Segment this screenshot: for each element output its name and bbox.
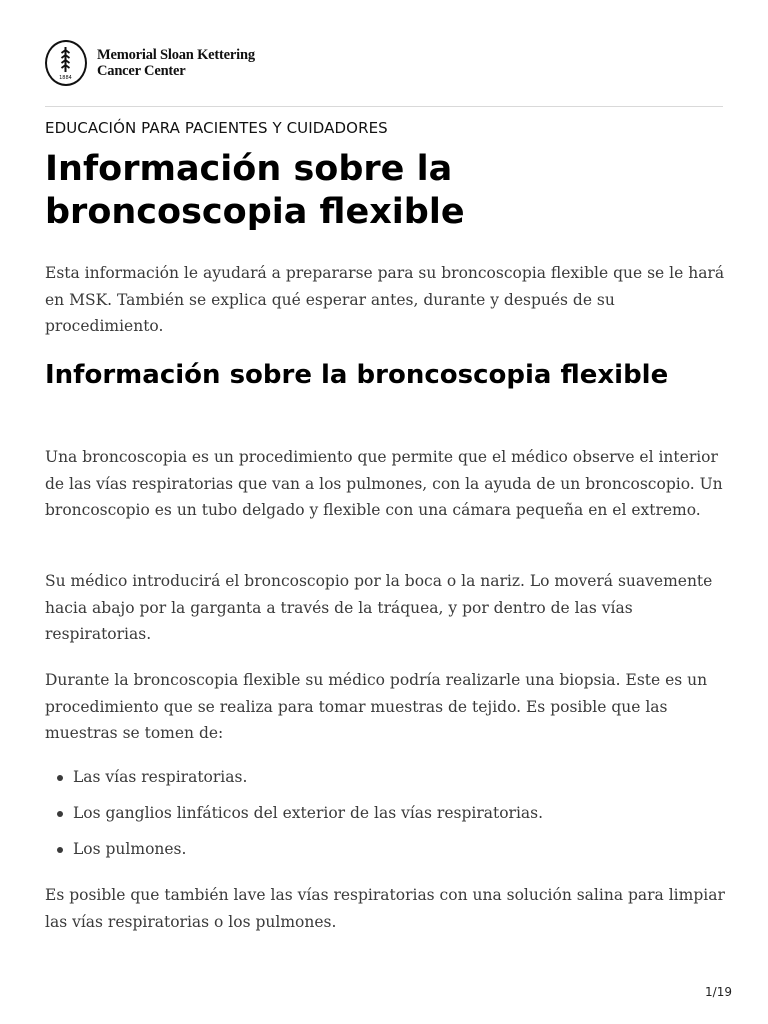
list-item-text: Los ganglios linfáticos del exterior de las vías respiratorias. [73, 804, 544, 822]
list-item-text: Las vías respiratorias. [73, 768, 248, 786]
list-item [45, 764, 725, 791]
logo-wordmark [97, 47, 255, 79]
biopsy-sites-list [45, 764, 725, 872]
intro-paragraph: Esta información le ayudará a prepararse para su broncoscopia flexible que se le hará en MSK. También se explica qué esperar antes, durante y después de su procedimiento. [45, 264, 725, 335]
list-item [45, 800, 725, 827]
logo-line-1: Memorial Sloan Kettering [97, 47, 255, 63]
list-item-text: Los pulmones. [73, 840, 187, 858]
logo-year-text: 1884 [59, 75, 72, 81]
paragraph-4: Es posible que también lave las vías respiratorias con una solución salina para limpiar las vías respiratorias o los pulmones. [45, 886, 725, 931]
bullet-icon [57, 775, 63, 781]
section-heading: Información sobre la broncoscopia flexible [45, 360, 669, 390]
paragraph-1: Una broncoscopia es un procedimiento que permite que el médico observe el interior de las vías respiratorias que van a los pulmones, con la ayuda de un broncoscopio. Un broncoscopio es un tubo delgado y flexible con una cámara pequeña en el extremo. [45, 448, 723, 519]
list-item [45, 836, 725, 863]
page-title: Información sobre la broncoscopia flexible [45, 149, 465, 232]
msk-logo-mark-icon [45, 40, 87, 86]
msk-logo [45, 40, 255, 86]
logo-line-2: Cancer Center [97, 63, 186, 79]
paragraph-2: Su médico introducirá el broncoscopio por la boca o la nariz. Lo moverá suavemente hacia abajo por la garganta a través de la tráquea, y por dentro de las vías respiratorias. [45, 572, 713, 643]
header-divider [45, 106, 723, 107]
bullet-icon [57, 847, 63, 853]
eyebrow-label: EDUCACIÓN PARA PACIENTES Y CUIDADORES [45, 119, 388, 137]
page-number: 1/19 [705, 985, 732, 999]
bullet-icon [57, 811, 63, 817]
paragraph-3: Durante la broncoscopia flexible su médico podría realizarle una biopsia. Este es un procedimiento que se realiza para tomar muestras de tejido. Es posible que las muestras se tomen de: [45, 671, 708, 742]
